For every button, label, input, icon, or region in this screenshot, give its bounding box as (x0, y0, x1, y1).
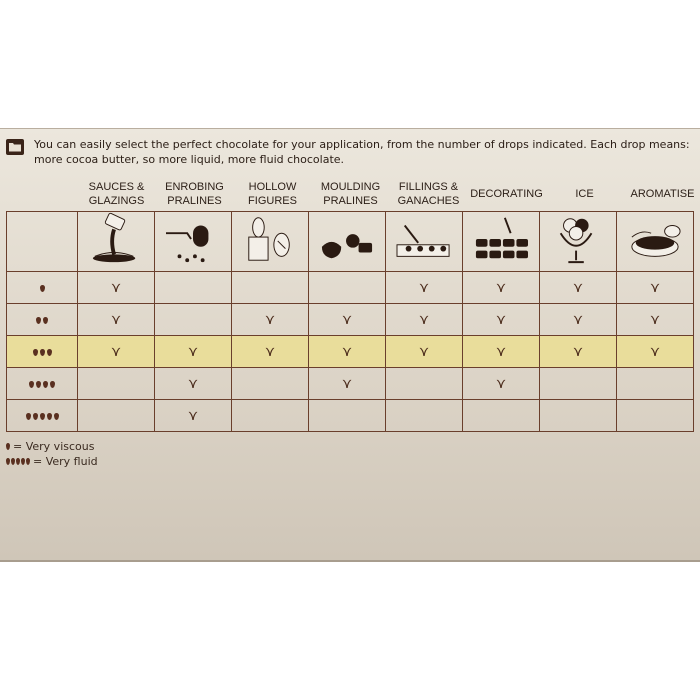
drops-cell (7, 368, 78, 400)
usage-cell (463, 400, 540, 432)
column-header-5: FILLINGS & GANACHES (397, 181, 460, 207)
legend-item (5, 454, 98, 469)
check-mark-icon: ⋎ (495, 311, 507, 328)
ice-cream-icon (547, 212, 609, 266)
usage-cell (540, 272, 617, 304)
drops-indicator (28, 375, 56, 393)
usage-cell (232, 336, 309, 368)
usage-cell (540, 368, 617, 400)
table-row (7, 400, 694, 432)
legend-text: = Very fluid (33, 455, 98, 468)
drop-icon (43, 381, 48, 388)
drop-icon (21, 458, 25, 465)
column-header-7: ICE (575, 188, 594, 200)
usage-cell (617, 304, 694, 336)
usage-cell (78, 336, 155, 368)
usage-cell (232, 400, 309, 432)
usage-cell (386, 400, 463, 432)
drops-indicator (39, 279, 46, 297)
table-row (7, 336, 694, 368)
usage-cell (155, 304, 232, 336)
illustration-cell (463, 212, 540, 272)
usage-cell (463, 272, 540, 304)
illustration-cell (386, 212, 463, 272)
drop-icon (36, 381, 41, 388)
column-header-1: SAUCES & GLAZINGS (88, 181, 145, 207)
drops-cell (7, 304, 78, 336)
check-mark-icon: ⋎ (187, 375, 199, 392)
usage-cell (78, 304, 155, 336)
table-row (7, 272, 694, 304)
drop-icon (40, 285, 45, 292)
drop-icon (6, 458, 10, 465)
drop-icon (33, 413, 38, 420)
drop-icon (26, 413, 31, 420)
usage-cell (309, 272, 386, 304)
drops-indicator (32, 343, 53, 361)
usage-cell (309, 368, 386, 400)
check-mark-icon: ⋎ (110, 343, 122, 360)
drops-cell (7, 400, 78, 432)
intro (6, 137, 696, 169)
usage-cell (309, 304, 386, 336)
usage-cell (617, 368, 694, 400)
check-mark-icon: ⋎ (418, 311, 430, 328)
hollow-figures-icon (239, 212, 301, 266)
drops-cell (7, 272, 78, 304)
drops-cell (7, 336, 78, 368)
drop-icon (54, 413, 59, 420)
usage-cell (155, 400, 232, 432)
check-mark-icon: ⋎ (649, 343, 661, 360)
check-mark-icon: ⋎ (110, 311, 122, 328)
usage-cell (386, 336, 463, 368)
usage-cell (463, 304, 540, 336)
legend-item (5, 439, 98, 454)
usage-table (6, 211, 694, 432)
drop-icon (36, 317, 41, 324)
usage-cell (232, 272, 309, 304)
usage-cell (386, 272, 463, 304)
usage-cell (232, 368, 309, 400)
drop-icon (40, 349, 45, 356)
usage-cell (540, 400, 617, 432)
usage-cell (78, 272, 155, 304)
illustration-row (7, 212, 694, 272)
check-mark-icon: ⋎ (187, 343, 199, 360)
corner-cell (7, 212, 78, 272)
usage-cell (540, 304, 617, 336)
legend (5, 439, 98, 469)
usage-cell (617, 336, 694, 368)
usage-cell (155, 368, 232, 400)
table-row (7, 368, 694, 400)
illustration-cell (309, 212, 386, 272)
usage-cell (309, 400, 386, 432)
drop-icon (6, 443, 10, 450)
drops-indicator (5, 439, 10, 454)
check-mark-icon: ⋎ (572, 311, 584, 328)
usage-grid (6, 211, 694, 432)
check-mark-icon: ⋎ (341, 311, 353, 328)
drops-indicator (5, 454, 30, 469)
check-mark-icon: ⋎ (495, 343, 507, 360)
check-mark-icon: ⋎ (187, 407, 199, 424)
check-mark-icon: ⋎ (110, 279, 122, 296)
column-header-2: ENROBING PRALINES (165, 181, 224, 207)
illustration-cell (232, 212, 309, 272)
drop-icon (43, 317, 48, 324)
illustration-cell (78, 212, 155, 272)
column-header-3: HOLLOW FIGURES (248, 181, 297, 207)
aromatise-icon (624, 212, 686, 266)
illustration-cell (155, 212, 232, 272)
illustration-cell (617, 212, 694, 272)
usage-cell (232, 304, 309, 336)
decorating-icon (470, 212, 532, 266)
chocolate-selection-panel (0, 128, 700, 562)
usage-cell (617, 272, 694, 304)
check-mark-icon: ⋎ (495, 279, 507, 296)
check-mark-icon: ⋎ (495, 375, 507, 392)
check-mark-icon: ⋎ (649, 279, 661, 296)
legend-text: = Very viscous (13, 440, 95, 453)
check-mark-icon: ⋎ (264, 311, 276, 328)
check-mark-icon: ⋎ (341, 375, 353, 392)
column-header-8: AROMATISE (630, 188, 695, 200)
fillings-icon (393, 212, 455, 266)
moulding-pralines-icon (316, 212, 378, 266)
check-mark-icon: ⋎ (341, 343, 353, 360)
drop-icon (47, 413, 52, 420)
drop-icon (33, 349, 38, 356)
drops-indicator (35, 311, 49, 329)
usage-cell (155, 272, 232, 304)
intro-text: You can easily select the perfect chocolate for your application, from the number of drops indicated. Each drop means: more cocoa butter, so more liquid, more fluid chocolate. (34, 138, 690, 166)
check-mark-icon: ⋎ (418, 343, 430, 360)
illustration-cell (540, 212, 617, 272)
drop-icon (29, 381, 34, 388)
drop-icon (47, 349, 52, 356)
drop-icon (11, 458, 15, 465)
usage-cell (155, 336, 232, 368)
column-header-6: DECORATING (470, 188, 543, 200)
folder-icon (6, 139, 24, 155)
usage-cell (463, 368, 540, 400)
drop-icon (50, 381, 55, 388)
usage-cell (386, 368, 463, 400)
column-headers (0, 180, 700, 210)
check-mark-icon: ⋎ (572, 279, 584, 296)
usage-cell (309, 336, 386, 368)
column-header-4: MOULDING PRALINES (320, 181, 381, 207)
drop-icon (40, 413, 45, 420)
check-mark-icon: ⋎ (649, 311, 661, 328)
check-mark-icon: ⋎ (264, 343, 276, 360)
check-mark-icon: ⋎ (418, 279, 430, 296)
usage-cell (386, 304, 463, 336)
enrobing-icon (162, 212, 224, 266)
usage-cell (78, 368, 155, 400)
sauce-pour-icon (85, 212, 147, 266)
usage-cell (617, 400, 694, 432)
drops-indicator (25, 407, 60, 425)
usage-cell (78, 400, 155, 432)
table-row (7, 304, 694, 336)
check-mark-icon: ⋎ (572, 343, 584, 360)
usage-cell (463, 336, 540, 368)
drop-icon (16, 458, 20, 465)
usage-cell (540, 336, 617, 368)
drop-icon (26, 458, 30, 465)
